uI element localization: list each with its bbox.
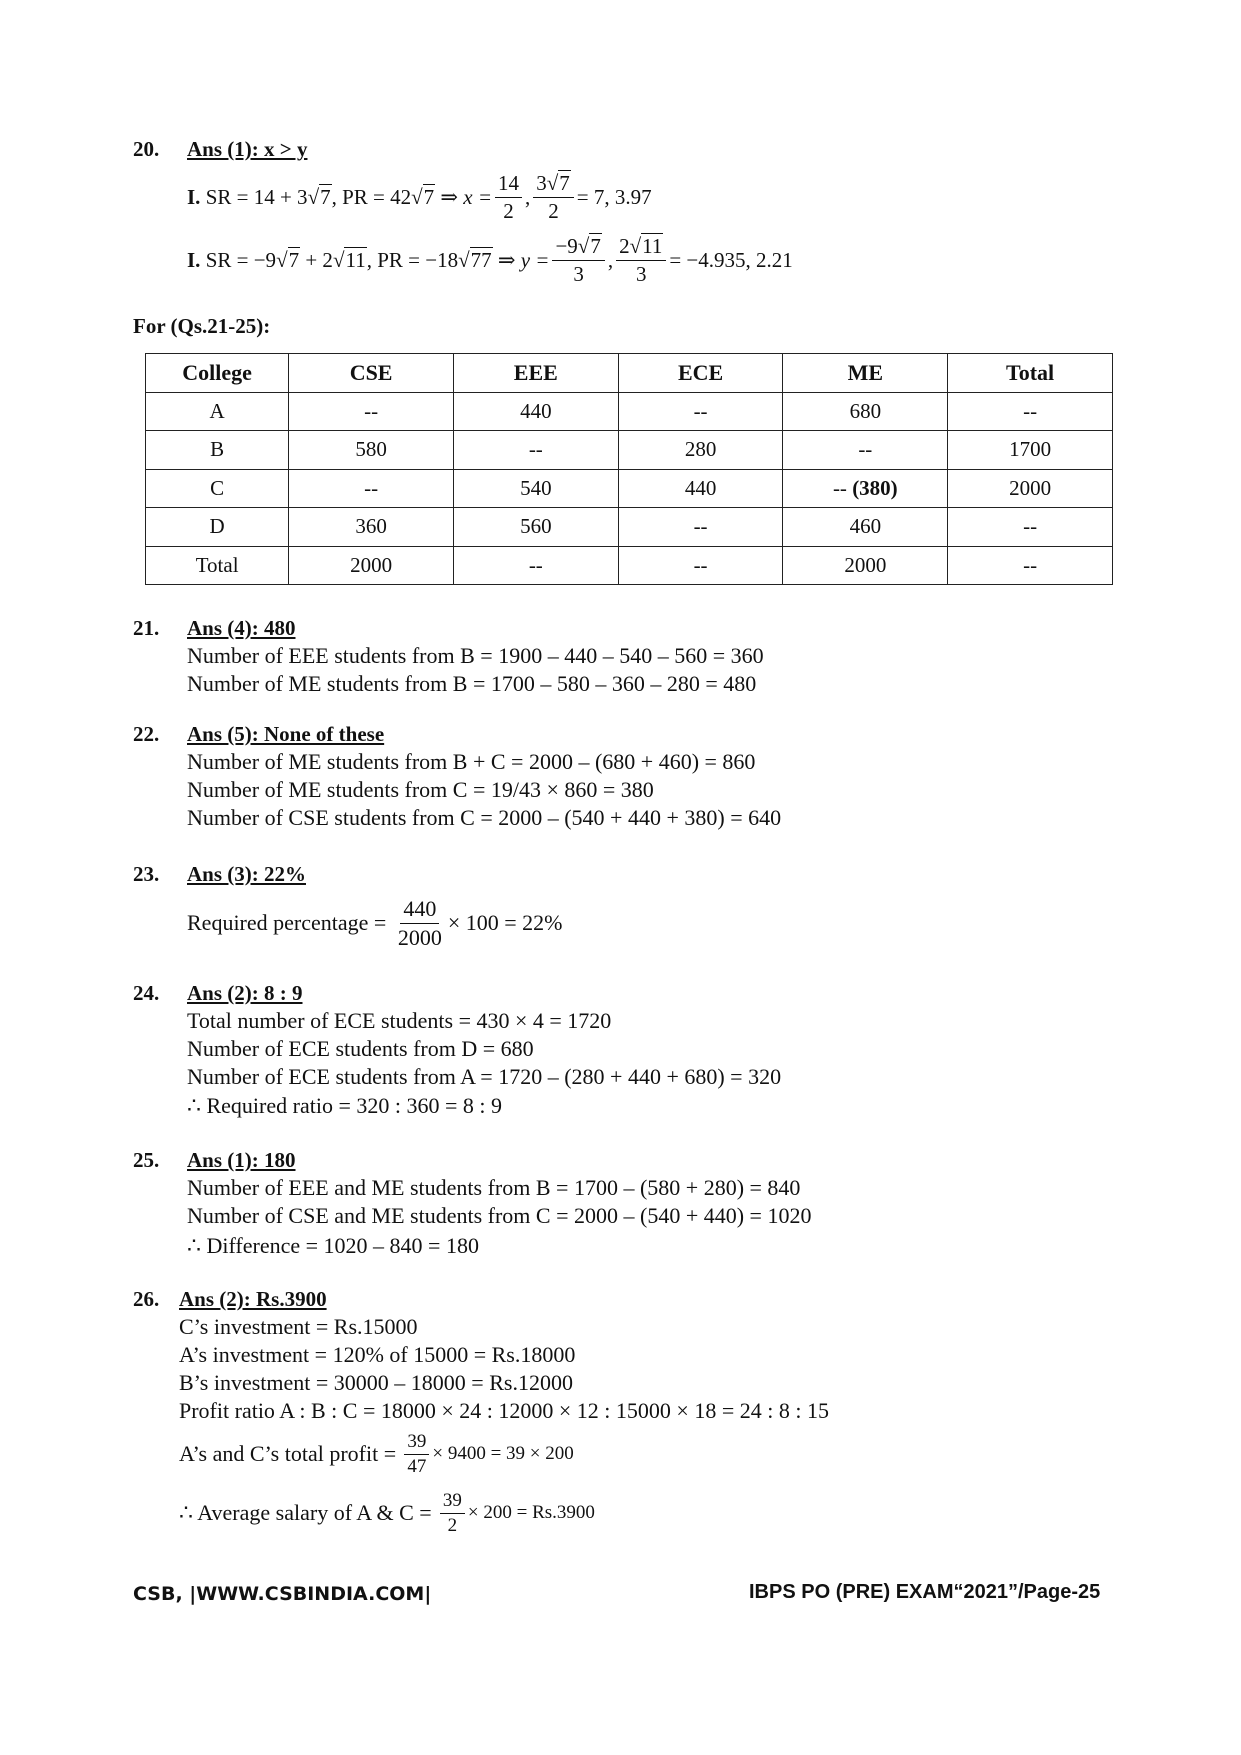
q20-line2-implies: ⇒ y = <box>497 247 550 272</box>
q26-profit-formula <box>179 1426 574 1482</box>
q20-line1-pr: , PR = 42 <box>331 184 412 209</box>
table-row <box>146 546 1113 585</box>
table-cell: -- <box>289 469 454 508</box>
q20-line1: I. SR = 14 + 3 √ 7 , PR = 42 √ 7 ⇒ x = $\frac{14}{2}$ , $\frac{3√7}{2}$ = 7, 3.97 <box>187 171 652 223</box>
frac-denominator: 2 <box>447 1514 458 1536</box>
answer-25: Ans (1): 180 <box>187 1148 296 1172</box>
q26-profit-label: A’s and C’s total profit = <box>179 1441 397 1466</box>
q22-line: Number of CSE students from C = 2000 – (540 + 440 + 380) = 640 <box>187 805 782 830</box>
table-cell: -- (380) <box>783 469 948 508</box>
q20-line2: I. SR = −9 √ 7 + 2 √ 11 , PR = −18 √ 77 ⇒ y = $\frac{-9√7}{3}$ , $\frac{2√11}{3}$ = −4.935, 2.21 <box>187 234 793 286</box>
frac-numerator: 3√7 <box>533 172 574 197</box>
table-cell: -- <box>453 431 618 470</box>
q20-line1-result: = 7, 3.97 <box>576 184 652 209</box>
q24-line: Number of ECE students from D = 680 <box>187 1036 534 1061</box>
q26-line: B’s investment = 30000 – 18000 = Rs.12000 <box>179 1370 573 1395</box>
frac-numerator: 14 <box>495 172 522 197</box>
table-cell: 580 <box>289 431 454 470</box>
table-cell: -- <box>618 392 783 431</box>
q24-line: Number of ECE students from A = 1720 – (280 + 440 + 680) = 320 <box>187 1064 782 1089</box>
frac-numerator: 2√11 <box>616 235 666 260</box>
q20-line2-frac2 <box>616 235 666 284</box>
q26-salary-formula <box>179 1485 595 1541</box>
table-cell: 460 <box>783 508 948 547</box>
q26-profit-fraction <box>404 1432 429 1477</box>
table-cell: 1700 <box>948 431 1113 470</box>
question-number-23: 23. <box>133 862 160 886</box>
table-cell: 280 <box>618 431 783 470</box>
q22-line: Number of ME students from B + C = 2000 – (680 + 460) = 860 <box>187 749 756 774</box>
question-number-21: 21. <box>133 616 160 640</box>
q20-line1-pr-rad: 7 <box>423 185 435 209</box>
table-cell: A <box>146 392 289 431</box>
q23-label: Required percentage = <box>187 910 387 935</box>
radicand: 77 <box>470 248 492 272</box>
frac-numerator: 39 <box>404 1432 429 1455</box>
footer-brand: CSB, |WWW.CSBINDIA.COM| <box>133 1583 432 1605</box>
table-cell: -- <box>783 431 948 470</box>
q20-line1-frac2 <box>533 172 574 221</box>
table-cell: -- <box>618 546 783 585</box>
table-header: ECE <box>618 354 783 393</box>
q25-line: ∴ Difference = 1020 – 840 = 180 <box>187 1233 479 1258</box>
q23-formula <box>187 892 562 954</box>
q24-line: Total number of ECE students = 430 × 4 = 1720 <box>187 1008 612 1033</box>
q23-result: × 100 = 22% <box>447 910 563 935</box>
table-heading: For (Qs.21-25): <box>133 314 271 338</box>
q20-line2-frac1 <box>552 235 604 284</box>
table-cell: 2000 <box>948 469 1113 508</box>
answer-23: Ans (3): 22% <box>187 862 306 886</box>
frac-numerator: 440 <box>400 897 439 923</box>
question-number-26: 26. <box>133 1287 160 1311</box>
table-row <box>146 469 1113 508</box>
radicand: 7 <box>288 248 300 272</box>
answer-21: Ans (4): 480 <box>187 616 296 640</box>
answer-20: Ans (1): x > y <box>187 137 308 161</box>
question-number-20: 20. <box>133 137 160 161</box>
table-cell: Total <box>146 546 289 585</box>
question-number-22: 22. <box>133 722 160 746</box>
highlighted-value: (380) <box>852 475 898 500</box>
q25-line: Number of CSE and ME students from C = 2000 – (540 + 440) = 1020 <box>187 1203 812 1228</box>
question-number-25: 25. <box>133 1148 160 1172</box>
table-header-row <box>146 354 1113 393</box>
q20-line1-frac1 <box>495 172 522 221</box>
table-header: EEE <box>453 354 618 393</box>
q20-line1-sr-rad: 7 <box>320 185 331 209</box>
q26-line: Profit ratio A : B : C = 18000 × 24 : 12000 × 12 : 15000 × 18 = 24 : 8 : 15 <box>179 1398 829 1423</box>
question-number-24: 24. <box>133 981 160 1005</box>
frac-denominator: 3 <box>573 261 584 286</box>
radicand: 11 <box>345 248 366 272</box>
q20-line2-term: + 2 <box>305 247 333 272</box>
q20-line1-sr: SR = 14 + 3 <box>205 184 308 209</box>
frac-denominator: 3 <box>635 261 647 286</box>
table-cell: 2000 <box>289 546 454 585</box>
table-header: Total <box>948 354 1113 393</box>
q26-line: C’s investment = Rs.15000 <box>179 1314 418 1339</box>
q26-line: A’s investment = 120% of 15000 = Rs.18000 <box>179 1342 576 1367</box>
q20-line1-implies: ⇒ x = <box>440 184 492 209</box>
table-cell: 440 <box>453 392 618 431</box>
college-students-table <box>145 353 1113 585</box>
q26-salary-label: ∴ Average salary of A & C = <box>179 1500 432 1525</box>
table-row <box>146 508 1113 547</box>
table-cell: 680 <box>783 392 948 431</box>
q26-salary-result: × 200 = Rs.3900 <box>467 1502 595 1523</box>
frac-numerator: −9√7 <box>552 235 604 260</box>
frac-numerator: 39 <box>440 1491 465 1514</box>
table-header: College <box>146 354 289 393</box>
table-cell: 540 <box>453 469 618 508</box>
q20-line2-pr: , PR = −18 <box>366 247 459 272</box>
table-cell: 560 <box>453 508 618 547</box>
q20-line2-result: = −4.935, 2.21 <box>669 247 793 272</box>
q26-salary-fraction <box>440 1491 465 1536</box>
q24-line: ∴ Required ratio = 320 : 360 = 8 : 9 <box>187 1093 502 1118</box>
table-cell: -- <box>948 392 1113 431</box>
footer-page-info: IBPS PO (PRE) EXAM“2021”/Page-25 <box>749 1581 1101 1603</box>
q23-fraction <box>395 897 445 948</box>
table-cell: -- <box>453 546 618 585</box>
table-row <box>146 431 1113 470</box>
answer-26: Ans (2): Rs.3900 <box>179 1287 327 1311</box>
q25-line: Number of EEE and ME students from B = 1700 – (580 + 280) = 840 <box>187 1175 801 1200</box>
q20-line2-label: I. <box>187 247 201 272</box>
table-cell: C <box>146 469 289 508</box>
q21-line: Number of ME students from B = 1700 – 580 – 360 – 280 = 480 <box>187 671 757 696</box>
frac-denominator: 2 <box>548 198 559 223</box>
q21-line: Number of EEE students from B = 1900 – 440 – 540 – 560 = 360 <box>187 643 764 668</box>
table-cell: -- <box>618 508 783 547</box>
table-header: ME <box>783 354 948 393</box>
table-cell: 440 <box>618 469 783 508</box>
answer-24: Ans (2): 8 : 9 <box>187 981 303 1005</box>
table-cell: 360 <box>289 508 454 547</box>
frac-denominator: 47 <box>407 1455 427 1477</box>
q20-line2-sr: SR = −9 <box>205 247 277 272</box>
table-cell: -- <box>948 508 1113 547</box>
table-header: CSE <box>289 354 454 393</box>
table-cell: -- <box>289 392 454 431</box>
table-cell: D <box>146 508 289 547</box>
q26-profit-result: × 9400 = 39 × 200 <box>432 1443 574 1464</box>
table-cell: B <box>146 431 289 470</box>
q22-line: Number of ME students from C = 19/43 × 860 = 380 <box>187 777 654 802</box>
frac-denominator: 2000 <box>397 924 442 950</box>
table-row <box>146 392 1113 431</box>
frac-denominator: 2 <box>503 198 514 223</box>
q20-line1-label: I. <box>187 184 201 209</box>
answer-22: Ans (5): None of these <box>187 722 385 746</box>
table-cell: -- <box>948 546 1113 585</box>
table-cell: 2000 <box>783 546 948 585</box>
